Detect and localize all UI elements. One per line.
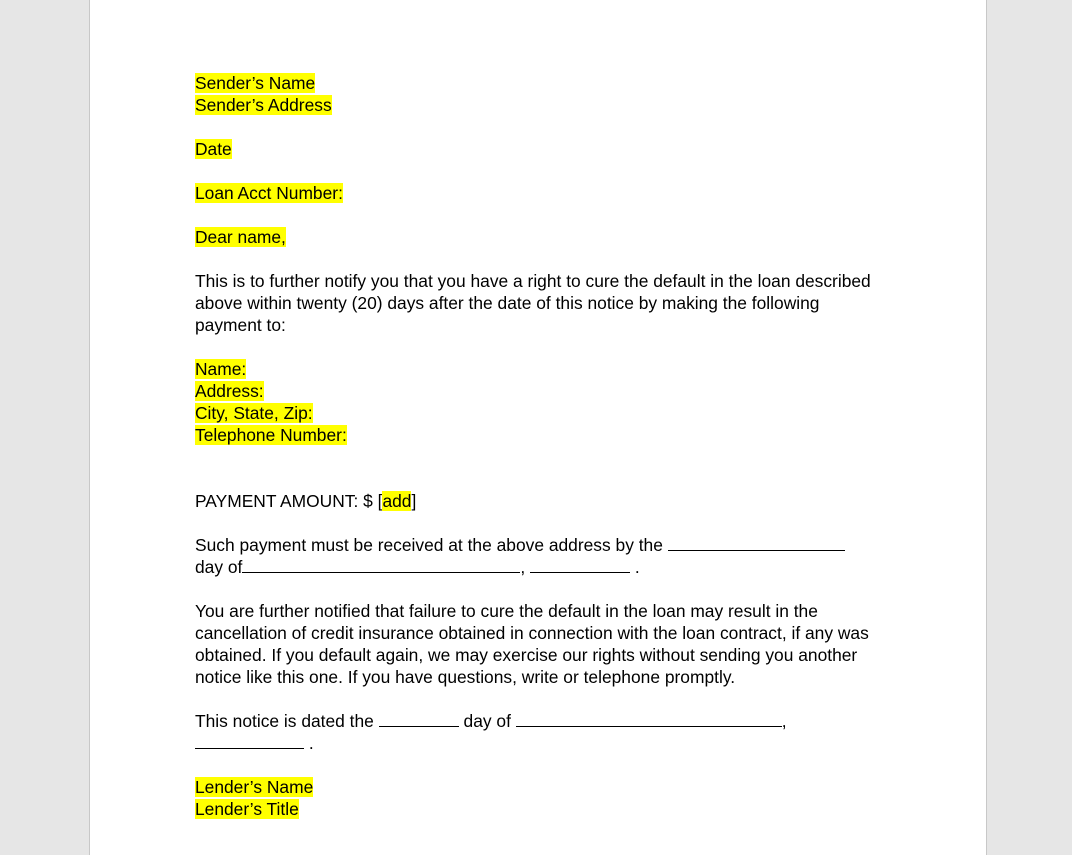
lender-title-line bbox=[195, 798, 895, 820]
paragraph1-line: payment to: bbox=[195, 315, 286, 335]
loan-acct-field[interactable]: Loan Acct Number: bbox=[195, 183, 343, 203]
spacer bbox=[195, 446, 895, 468]
received-period: . bbox=[634, 557, 640, 577]
spacer bbox=[195, 512, 895, 534]
loan-acct-line bbox=[195, 182, 895, 204]
dated-text: This notice is dated the bbox=[195, 711, 374, 731]
salutation-line bbox=[195, 226, 895, 248]
payment-amount-placeholder[interactable]: add bbox=[382, 491, 412, 511]
date-field[interactable]: Date bbox=[195, 139, 232, 159]
payee-city-field[interactable]: City, State, Zip: bbox=[195, 403, 313, 423]
received-month-blank[interactable] bbox=[242, 556, 520, 573]
lender-name[interactable]: Lender’s Name bbox=[195, 777, 314, 797]
dated-comma: , bbox=[781, 711, 787, 731]
payee-phone-field[interactable]: Telephone Number: bbox=[195, 425, 347, 445]
received-line-2 bbox=[195, 556, 895, 578]
payee-name-field[interactable]: Name: bbox=[195, 359, 247, 379]
received-year-blank[interactable] bbox=[530, 556, 630, 573]
spacer bbox=[195, 688, 895, 710]
dated-month-blank[interactable] bbox=[516, 710, 782, 727]
dated-day-blank[interactable] bbox=[379, 710, 459, 727]
spacer bbox=[195, 160, 895, 182]
payee-phone-line bbox=[195, 424, 895, 446]
spacer bbox=[195, 336, 895, 358]
letter-body bbox=[195, 72, 895, 820]
received-line-1 bbox=[195, 534, 895, 556]
sender-name-line bbox=[195, 72, 895, 94]
sender-address-line bbox=[195, 94, 895, 116]
payee-address-field[interactable]: Address: bbox=[195, 381, 264, 401]
received-comma: , bbox=[520, 557, 526, 577]
payee-city-line bbox=[195, 402, 895, 424]
lender-title[interactable]: Lender’s Title bbox=[195, 799, 299, 819]
spacer bbox=[195, 754, 895, 776]
spacer bbox=[195, 578, 895, 600]
payment-amount-line bbox=[195, 490, 895, 512]
paragraph3-line: obtained. If you default again, we may exercise our rights without sending you another bbox=[195, 645, 858, 665]
paragraph3-line: notice like this one. If you have questions, write or telephone promptly. bbox=[195, 667, 736, 687]
received-text: Such payment must be received at the above address by the bbox=[195, 535, 663, 555]
dated-period: . bbox=[308, 733, 314, 753]
paragraph1-line: above within twenty (20) days after the date of this notice by making the following bbox=[195, 293, 820, 313]
salutation[interactable]: Dear name, bbox=[195, 227, 286, 247]
payee-address-line bbox=[195, 380, 895, 402]
spacer bbox=[195, 248, 895, 270]
document-page bbox=[89, 0, 987, 855]
payee-name-line bbox=[195, 358, 895, 380]
paragraph3-line: You are further notified that failure to cure the default in the loan may result in the bbox=[195, 601, 818, 621]
paragraph1-line: This is to further notify you that you have a right to cure the default in the loan described bbox=[195, 271, 871, 291]
paragraph3-line: cancellation of credit insurance obtained in connection with the loan contract, if any was bbox=[195, 623, 869, 643]
sender-address[interactable]: Sender’s Address bbox=[195, 95, 332, 115]
dated-line-1 bbox=[195, 710, 895, 732]
payment-amount-label: PAYMENT AMOUNT: $ [ bbox=[195, 491, 383, 511]
spacer bbox=[195, 468, 895, 490]
date-line bbox=[195, 138, 895, 160]
dated-year-blank[interactable] bbox=[195, 732, 304, 749]
sender-name[interactable]: Sender’s Name bbox=[195, 73, 316, 93]
spacer bbox=[195, 204, 895, 226]
dated-line-2 bbox=[195, 732, 895, 754]
dated-day-of: day of bbox=[463, 711, 511, 731]
received-day-blank[interactable] bbox=[668, 534, 845, 551]
payment-amount-close: ] bbox=[411, 491, 417, 511]
received-day-of: day of bbox=[195, 557, 243, 577]
lender-name-line bbox=[195, 776, 895, 798]
spacer bbox=[195, 116, 895, 138]
